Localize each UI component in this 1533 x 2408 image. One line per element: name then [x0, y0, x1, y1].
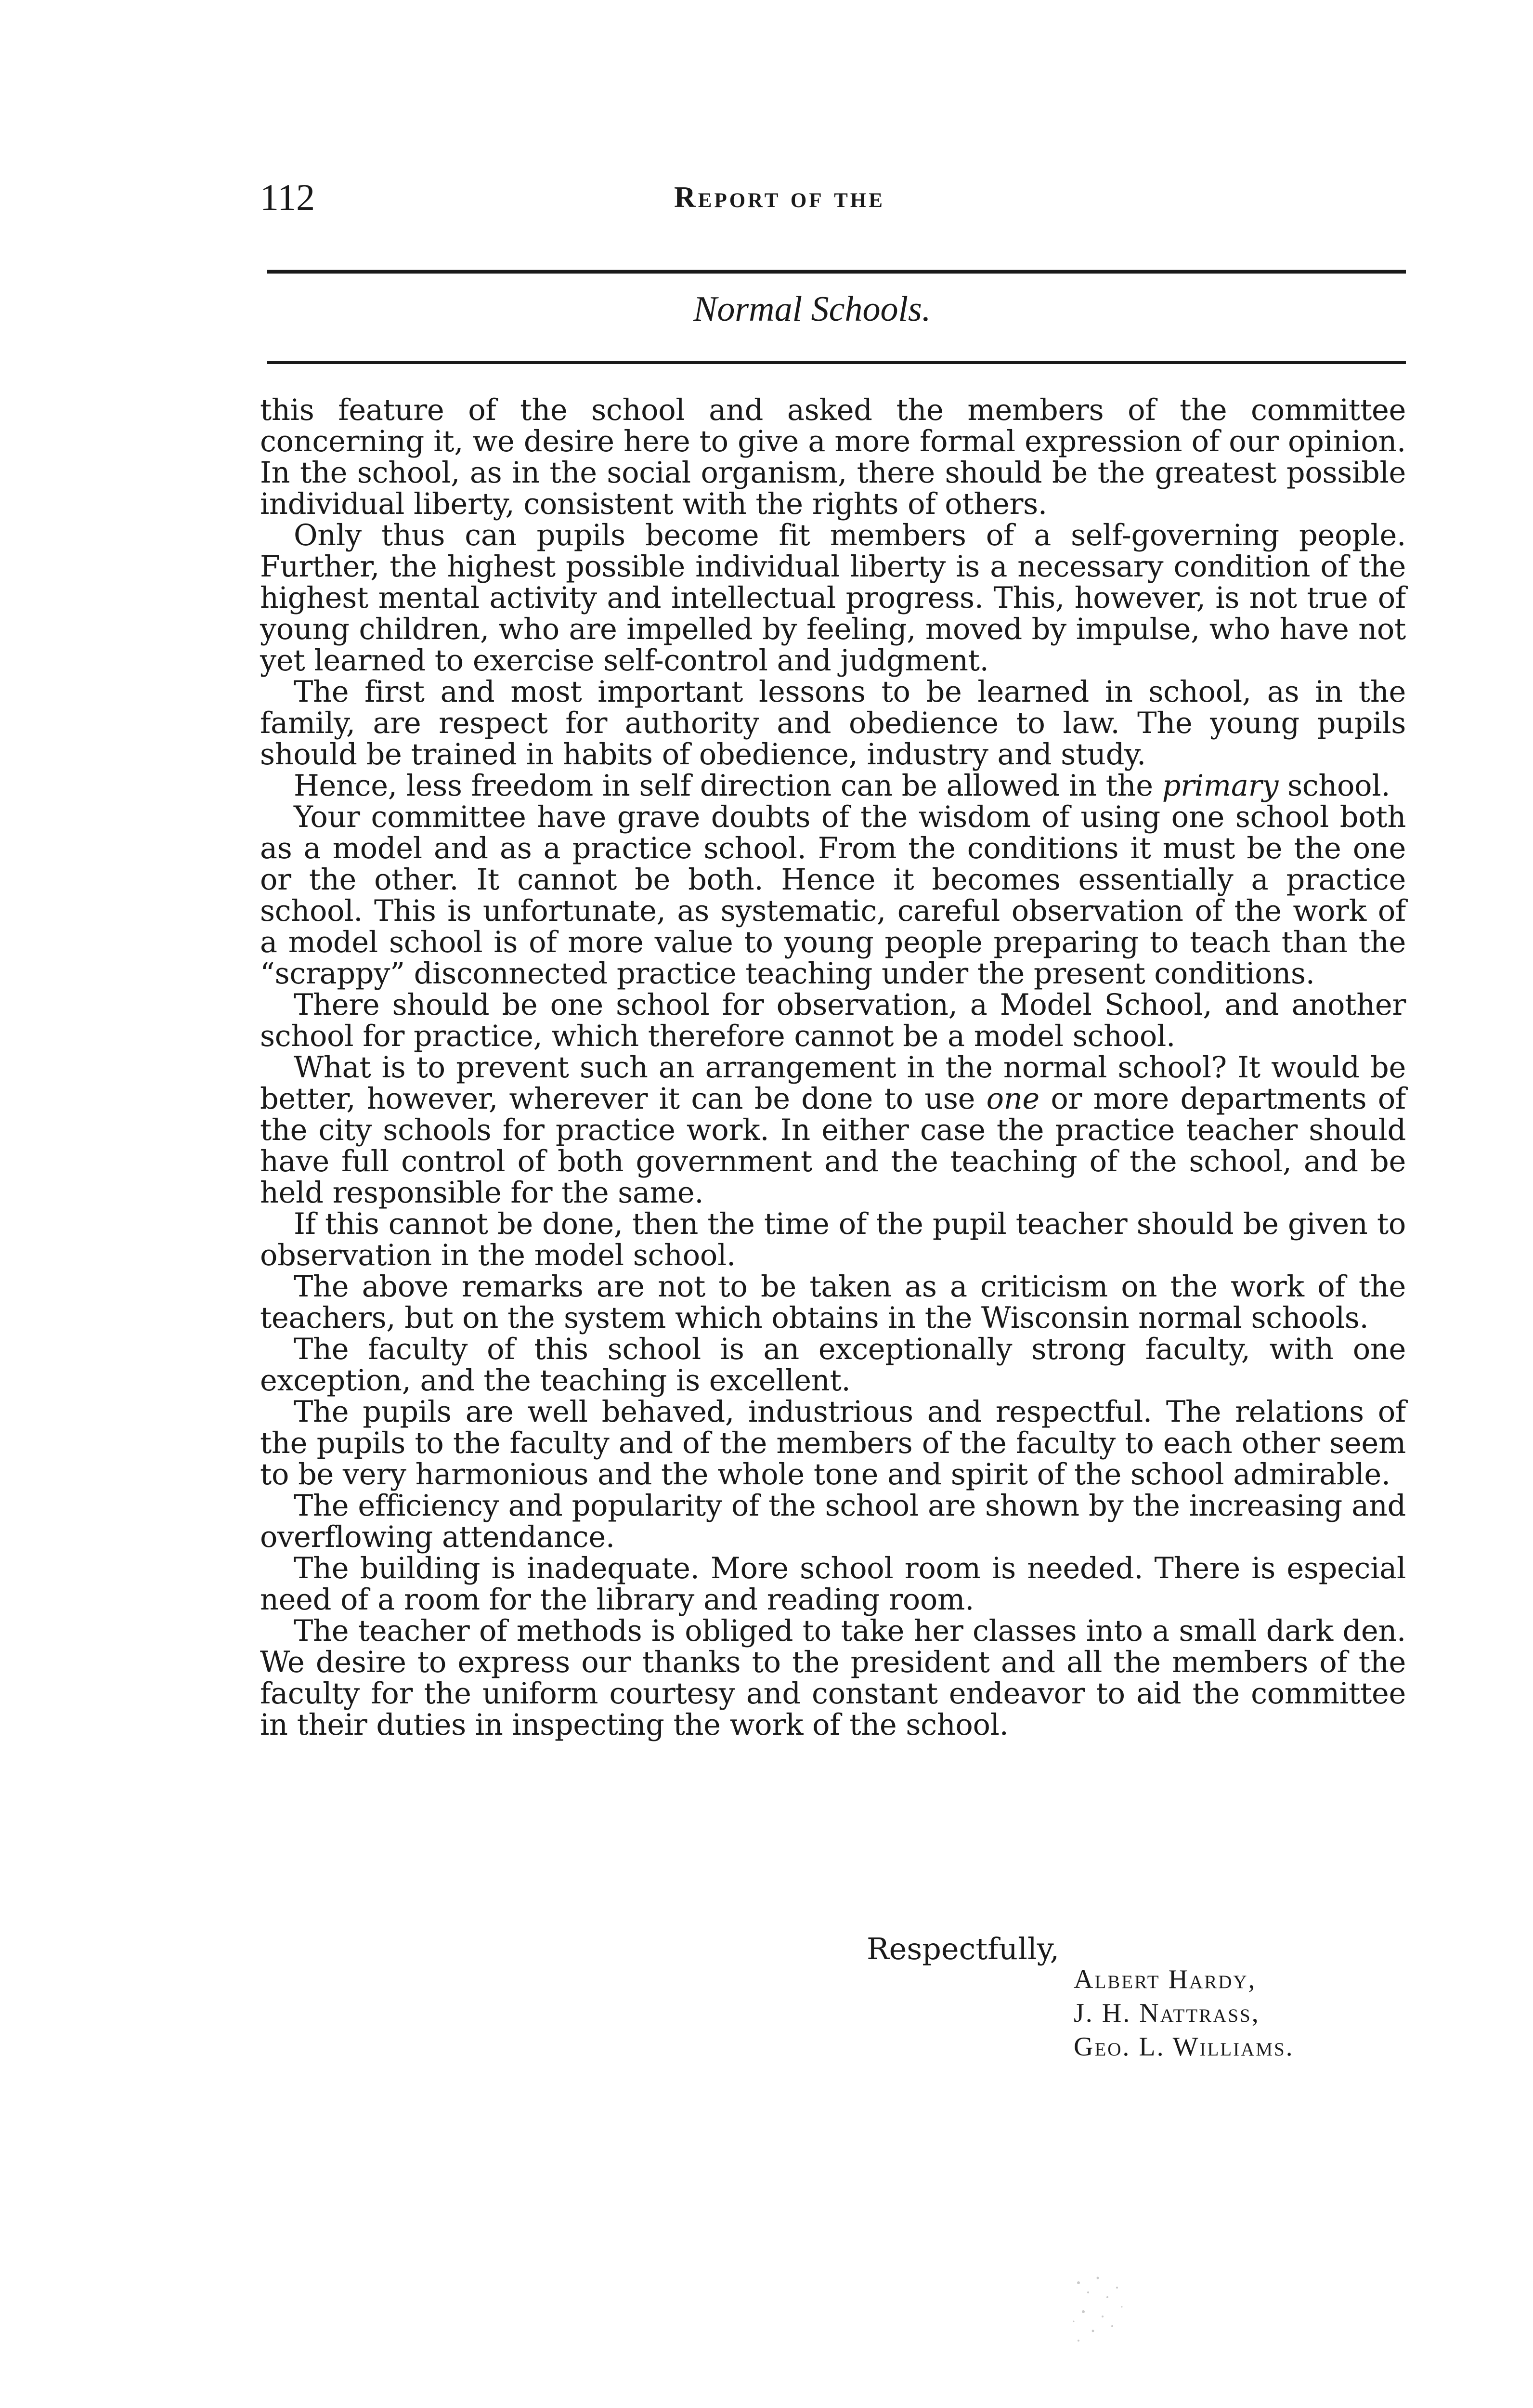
paragraph: Your committee have grave doubts of the wisdom of using one school both as a model and as a practice school. From the conditions it must be the one or the other. It cannot be both. Hence it becomes essentially a practice school. This is unfortunate, as systematic, careful observation of the work of a model school is of more value to young people preparing to teach than the “scrappy” disconnected practice teaching under the present conditions.	[260, 800, 1406, 991]
paragraph: The building is inadequate. More school room is needed. There is especial need of a room for the library and reading room.	[260, 1552, 1406, 1617]
signature-block	[1074, 1963, 1294, 2064]
paragraph: There should be one school for observation, a Model School, and another school for practice, which therefore cannot be a model school.	[260, 988, 1406, 1053]
report-body	[260, 395, 1406, 1741]
header-rule-top	[267, 270, 1406, 274]
paragraph: The first and most important lessons to be learned in school, as in the family, are respect for authority and obedience to law. The young pupils should be trained in habits of obedience, industry and study.	[260, 675, 1406, 772]
text-run: What is to prevent such an arrangement in the normal school? It would be better, however, wherever it can be done to use	[260, 1051, 1406, 1116]
paragraph	[260, 1052, 1406, 1209]
paragraph: Only thus can pupils become fit members of a self-governing people. Further, the highest possible individual liberty is a necessary condition of the highest mental activity and intellectual progress. This, however, is not true of young children, who are impelled by feeling, moved by impulse, who have not yet learned to exercise self-control and judgment.	[260, 519, 1406, 678]
running-head-text: Report of the	[674, 181, 885, 214]
closing-salutation: Respectfully,	[867, 1931, 1060, 1966]
signatory-name: J. H. Nattrass,	[1074, 1998, 1260, 2028]
text-run: school.	[1287, 769, 1390, 803]
page-number: 112	[260, 176, 315, 218]
paragraph: The pupils are well behaved, industrious and respectful. The relations of the pupils to the faculty and of the members of the faculty to each other seem to be very harmonious and the whole tone and spirit of the school admirable.	[260, 1395, 1406, 1492]
section-title: Normal Schools.	[693, 289, 931, 329]
paragraph: If this cannot be done, then the time of the pupil teacher should be given to observation in the model school.	[260, 1207, 1406, 1272]
emphasis: primary	[1162, 769, 1279, 803]
paragraph: The faculty of this school is an exceptionally strong faculty, with one exception, and the teaching is excellent.	[260, 1333, 1406, 1398]
header-rule-bottom	[267, 361, 1406, 364]
ink-smudge	[1050, 2264, 1175, 2360]
paragraph: this feature of the school and asked the members of the committee concerning it, we desire here to give a more formal expression of our opinion. In the school, as in the social organism, there should be the greatest possible individual liberty, consistent with the rights of others.	[260, 393, 1406, 521]
text-run: or more departments of the city schools for practice work. In either case the practice teacher should have full control of both government and the teaching of the school, and be held responsible for the same.	[260, 1082, 1406, 1210]
signatory-name: Geo. L. Williams.	[1074, 2032, 1294, 2062]
text-run: Hence, less freedom in self direction can be allowed in the	[294, 769, 1153, 803]
emphasis: one	[986, 1082, 1039, 1116]
paragraph: The efficiency and popularity of the school are shown by the increasing and overflowing attendance.	[260, 1489, 1406, 1554]
signatory-name: Albert Hardy,	[1074, 1964, 1257, 1994]
paragraph	[260, 771, 1406, 802]
paragraph: The teacher of methods is obliged to take her classes into a small dark den. We desire to express our thanks to the president and all the members of the faculty for the uniform courtesy and constant endeavor to aid the committee in their duties in inspecting the work of the school.	[260, 1614, 1406, 1742]
paragraph: The above remarks are not to be taken as a criticism on the work of the teachers, but on the system which obtains in the Wisconsin normal schools.	[260, 1270, 1406, 1335]
running-head	[674, 181, 885, 215]
